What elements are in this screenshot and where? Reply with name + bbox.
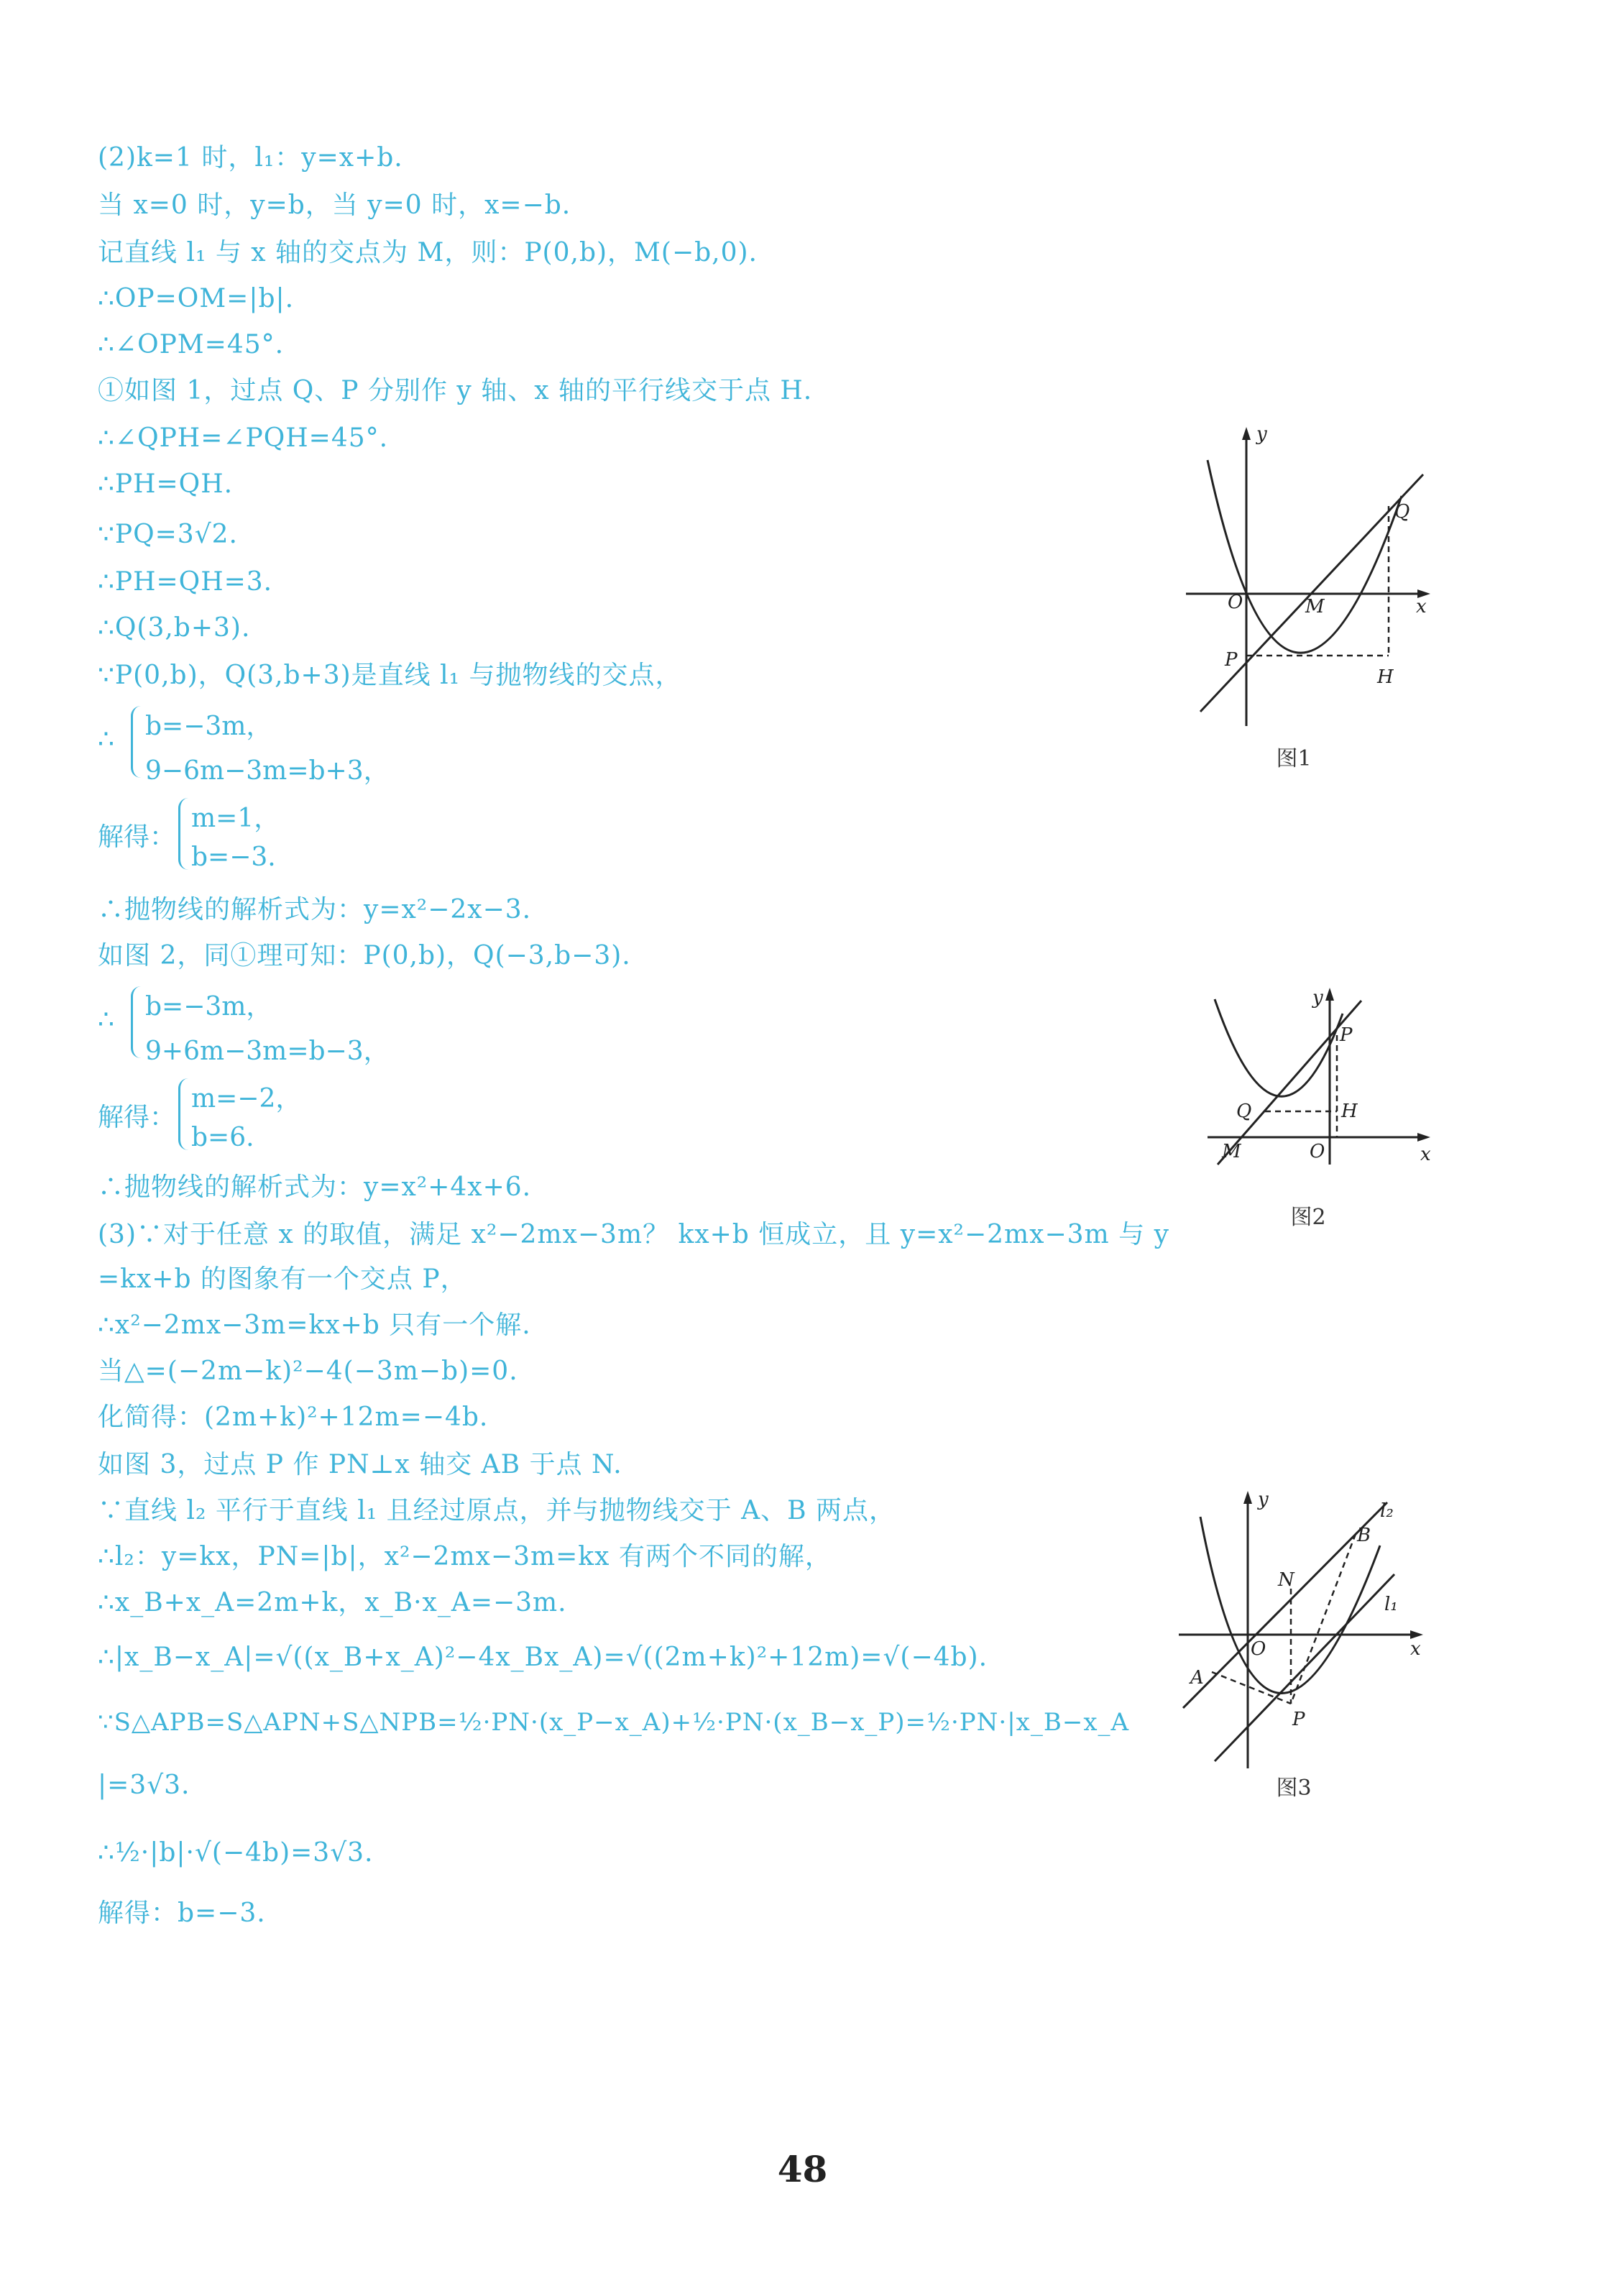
figure-3 (1172, 1488, 1445, 1776)
text-line: ∴抛物线的解析式为：y=x²−2x−3. (98, 895, 532, 924)
system-row: m=1， (191, 804, 280, 833)
label-h: H (1377, 666, 1394, 688)
label-x: x (1416, 596, 1427, 617)
text-line: ∵S△APB=S△APN+S△NPB=½·PN·(x_P−x_A)+½·PN·(x_B−x_P)=½·PN·|x_B−x_A (98, 1708, 1130, 1737)
system-row: b=6. (191, 1123, 254, 1152)
system-row: b=−3. (191, 842, 276, 872)
y-arrow (1243, 1491, 1252, 1504)
brace (131, 986, 144, 1058)
label-p: P (1225, 649, 1238, 671)
text-line: ①如图 1，过点 Q、P 分别作 y 轴、x 轴的平行线交于点 H. (98, 376, 813, 405)
text-line: ∴∠OPM=45°. (98, 330, 285, 359)
system-lead: 解得： (98, 1103, 176, 1132)
brace (178, 798, 192, 870)
system-row: b=−3m， (145, 992, 272, 1021)
figure-2 (1208, 985, 1452, 1172)
text-line: ∴x_B+x_A=2m+k，x_B·x_A=−3m. (98, 1588, 567, 1617)
text-line: (3)∵对于任意 x 的取值，满足 x²−2mx−3m？ kx+b 恒成立，且 y=x²−2mx−3m 与 y (98, 1220, 1169, 1249)
dashed-pb (1291, 1534, 1356, 1704)
label-y: y (1258, 1489, 1269, 1510)
text-line: ∴l₂：y=kx，PN=|b|，x²−2mx−3m=kx 有两个不同的解， (98, 1542, 832, 1571)
label-l2: l₂ (1380, 1500, 1394, 1522)
parabola (1208, 460, 1402, 653)
brace (178, 1078, 192, 1150)
label-n: N (1278, 1569, 1294, 1591)
system-lead: 解得： (98, 822, 176, 852)
text-line: ∴PH=QH=3. (98, 567, 273, 597)
parabola (1215, 999, 1343, 1096)
page-number: 48 (777, 2148, 828, 2190)
system-lead: ∴ (98, 725, 114, 754)
label-q: Q (1394, 501, 1410, 523)
text-line: ∵直线 l₂ 平行于直线 l₁ 且经过原点，并与抛物线交于 A、B 两点， (98, 1496, 896, 1525)
label-a: A (1190, 1667, 1204, 1689)
text-line: 化简得：(2m+k)²+12m=−4b. (98, 1402, 489, 1432)
text-line: 记直线 l₁ 与 x 轴的交点为 M，则：P(0,b)，M(−b,0). (98, 238, 758, 267)
figure-1 (1179, 424, 1452, 740)
text-line: ∴OP=OM=|b|. (98, 284, 295, 313)
caption-fig1: 图1 (1276, 746, 1312, 771)
text-line: ∴x²−2mx−3m=kx+b 只有一个解. (98, 1310, 531, 1340)
text-line: ∴抛物线的解析式为：y=x²+4x+6. (98, 1172, 532, 1202)
text-line: ∴½·|b|·√(−4b)=3√3. (98, 1838, 374, 1868)
label-p: P (1292, 1709, 1305, 1730)
dashed-pa (1212, 1672, 1291, 1704)
text-line: |=3√3. (98, 1771, 190, 1800)
system-row: b=−3m， (145, 712, 272, 741)
label-y: y (1312, 987, 1323, 1009)
label-o: O (1228, 592, 1243, 613)
system-row: 9−6m−3m=b+3， (145, 756, 390, 786)
label-y: y (1256, 424, 1267, 445)
y-arrow (1325, 988, 1334, 1001)
label-l1: l₁ (1384, 1594, 1398, 1615)
text-line: ∵PQ=3√2. (98, 520, 238, 549)
parabola (1200, 1517, 1380, 1693)
label-h: H (1341, 1101, 1358, 1122)
label-x: x (1420, 1144, 1431, 1165)
text-line: 解得：b=−3. (98, 1898, 266, 1928)
text-line: 当 x=0 时，y=b，当 y=0 时，x=−b. (98, 190, 571, 220)
system-row: m=−2， (191, 1084, 302, 1113)
label-m: M (1305, 596, 1325, 617)
text-line: 如图 3，过点 P 作 PN⊥x 轴交 AB 于点 N. (98, 1450, 622, 1479)
text-line: ∴PH=QH. (98, 469, 234, 499)
text-line: ∴∠QPH=∠PQH=45°. (98, 423, 389, 453)
label-x: x (1410, 1638, 1421, 1660)
text-line: 当△=(−2m−k)²−4(−3m−b)=0. (98, 1356, 518, 1386)
x-arrow (1417, 1133, 1430, 1142)
text-line: =kx+b 的图象有一个交点 P， (98, 1264, 467, 1294)
text-line: 如图 2，同①理可知：P(0,b)，Q(−3,b−3). (98, 941, 631, 970)
caption-fig3: 图3 (1276, 1776, 1312, 1801)
text-line: ∴|x_B−x_A|=√((x_B+x_A)²−4x_Bx_A)=√((2m+k)²+12m)=√(−4b). (98, 1643, 988, 1672)
text-line: ∵P(0,b)，Q(3,b+3)是直线 l₁ 与抛物线的交点， (98, 661, 682, 690)
label-b: B (1357, 1525, 1371, 1546)
label-p: P (1340, 1024, 1353, 1046)
system-row: 9+6m−3m=b−3， (145, 1037, 390, 1066)
system-lead: ∴ (98, 1005, 114, 1034)
label-o: O (1251, 1638, 1266, 1660)
label-q: Q (1236, 1101, 1252, 1122)
caption-fig2: 图2 (1290, 1205, 1326, 1230)
text-line: ∴Q(3,b+3). (98, 613, 251, 643)
label-m: M (1222, 1141, 1241, 1162)
y-arrow (1242, 427, 1251, 440)
brace (131, 706, 144, 778)
text-line: (2)k=1 时，l₁：y=x+b. (98, 143, 403, 173)
label-o: O (1310, 1141, 1325, 1162)
